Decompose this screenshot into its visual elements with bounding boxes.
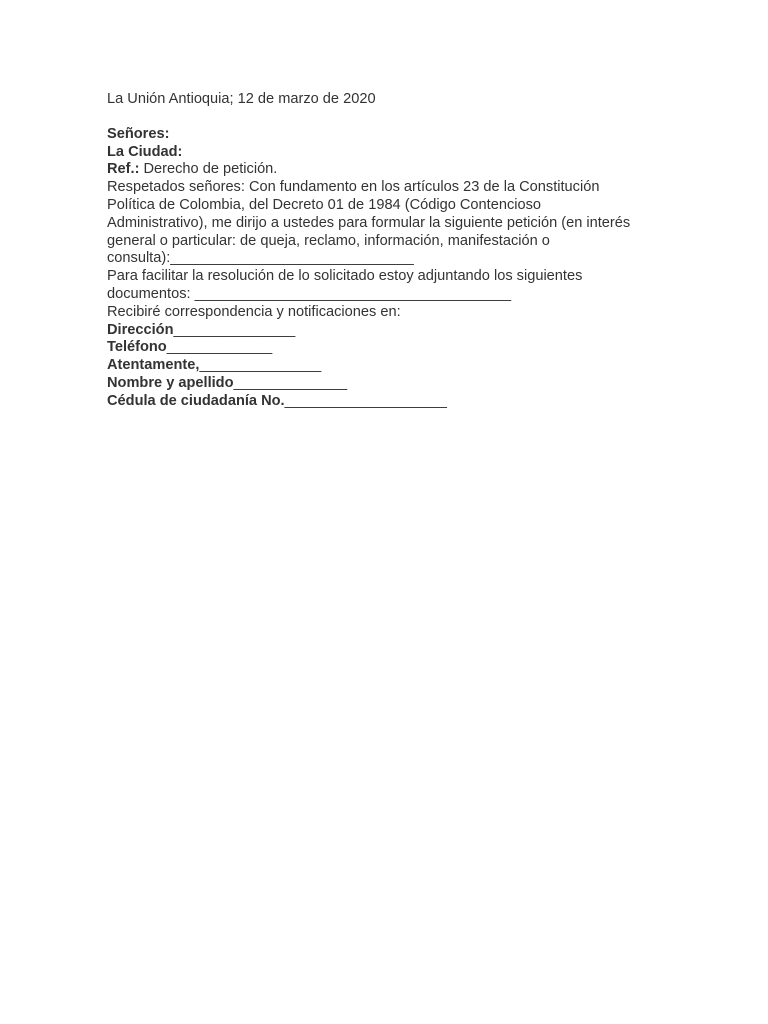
field-label: Atentamente, <box>107 357 200 374</box>
document-date: La Unión Antioquia; 12 de marzo de 2020 <box>107 91 376 107</box>
body-line-documentos-blank: documentos: _______________________________________ <box>107 285 512 302</box>
field-atentamente <box>107 357 667 375</box>
recipient-line-senores: Señores: <box>107 125 170 142</box>
body-line: Administrativo), me dirijo a ustedes para formular la siguiente petición (en interés <box>107 214 631 231</box>
field-blank: _______________ <box>199 357 322 374</box>
field-label: Nombre y apellido <box>107 374 234 391</box>
field-telefono <box>107 339 667 357</box>
recipient-line-ciudad: La Ciudad: <box>107 143 183 160</box>
field-label: Dirección <box>107 321 174 338</box>
body-line: Política de Colombia, del Decreto 01 de 1984 (Código Contencioso <box>107 196 542 213</box>
body-line: Recibiré correspondencia y notificaciones en: <box>107 303 401 320</box>
field-cedula <box>107 393 667 411</box>
field-nombre-apellido <box>107 375 667 393</box>
field-label: Cédula de ciudadanía No. <box>107 392 285 409</box>
reference-label: Ref.: <box>107 161 140 178</box>
body-line: general o particular: de queja, reclamo, información, manifestación o <box>107 232 550 249</box>
field-blank: _______________ <box>173 321 296 338</box>
body-line: Respetados señores: Con fundamento en los artículos 23 de la Constitución <box>107 179 600 196</box>
body-line-consulta-blank: consulta):______________________________ <box>107 250 414 267</box>
reference-line <box>107 161 667 179</box>
document-page <box>107 91 667 411</box>
reference-text: Derecho de petición. <box>139 161 278 178</box>
field-direccion <box>107 322 667 340</box>
field-blank: ______________ <box>233 374 348 391</box>
field-blank: _____________ <box>166 339 273 356</box>
field-blank: ____________________ <box>284 392 447 409</box>
field-label: Teléfono <box>107 339 167 356</box>
body-line: Para facilitar la resolución de lo solicitado estoy adjuntando los siguientes <box>107 268 583 285</box>
